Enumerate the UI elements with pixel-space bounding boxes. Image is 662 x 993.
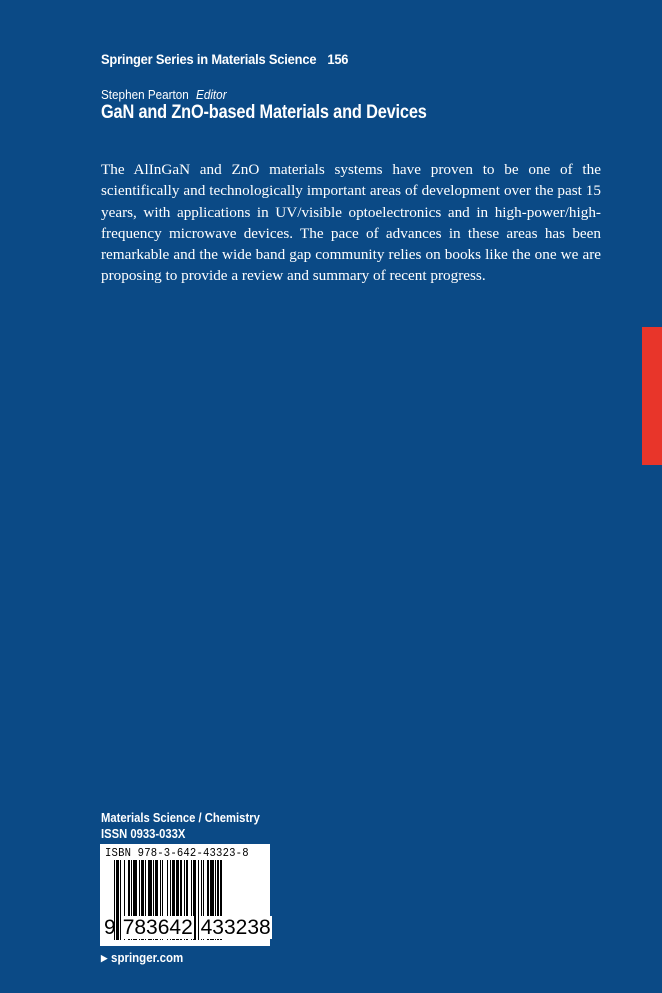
isbn-barcode <box>100 844 270 946</box>
series-number: 156 <box>327 51 349 67</box>
series-name: Springer Series in Materials Science <box>101 51 317 67</box>
editor-line <box>101 87 227 102</box>
springer-link-text: springer.com <box>111 951 184 965</box>
subject-category: Materials Science / Chemistry <box>101 811 260 825</box>
ean-lead-digit: 9 <box>104 916 116 939</box>
triangle-right-icon: ▶ <box>101 953 108 963</box>
springer-link[interactable] <box>101 951 183 965</box>
ean-group-1: 783642 <box>122 916 193 939</box>
issn: ISSN 0933-033X <box>101 827 186 841</box>
book-title: GaN and ZnO-based Materials and Devices <box>101 102 427 123</box>
book-blurb: The AlInGaN and ZnO materials systems have proven to be one of the scientifically and technologically important areas of development over the past 15 years, with applications in UV/visible optoelectronics and in high-power/high-frequency microwave devices. The pace of advances in these areas has been remarkable and the wide band gap community relies on books like the one we are proposing to provide a review and summary of recent progress. <box>101 161 601 285</box>
editor-name: Stephen Pearton <box>101 87 189 102</box>
ean-group-2: 433238 <box>200 916 271 939</box>
red-edge-tab <box>642 327 662 465</box>
subject-block <box>101 810 260 842</box>
isbn-label: ISBN 978-3-642-43323-8 <box>105 847 249 860</box>
editor-role: Editor <box>196 87 227 102</box>
series-line <box>101 51 348 67</box>
ean-digits <box>104 916 272 940</box>
